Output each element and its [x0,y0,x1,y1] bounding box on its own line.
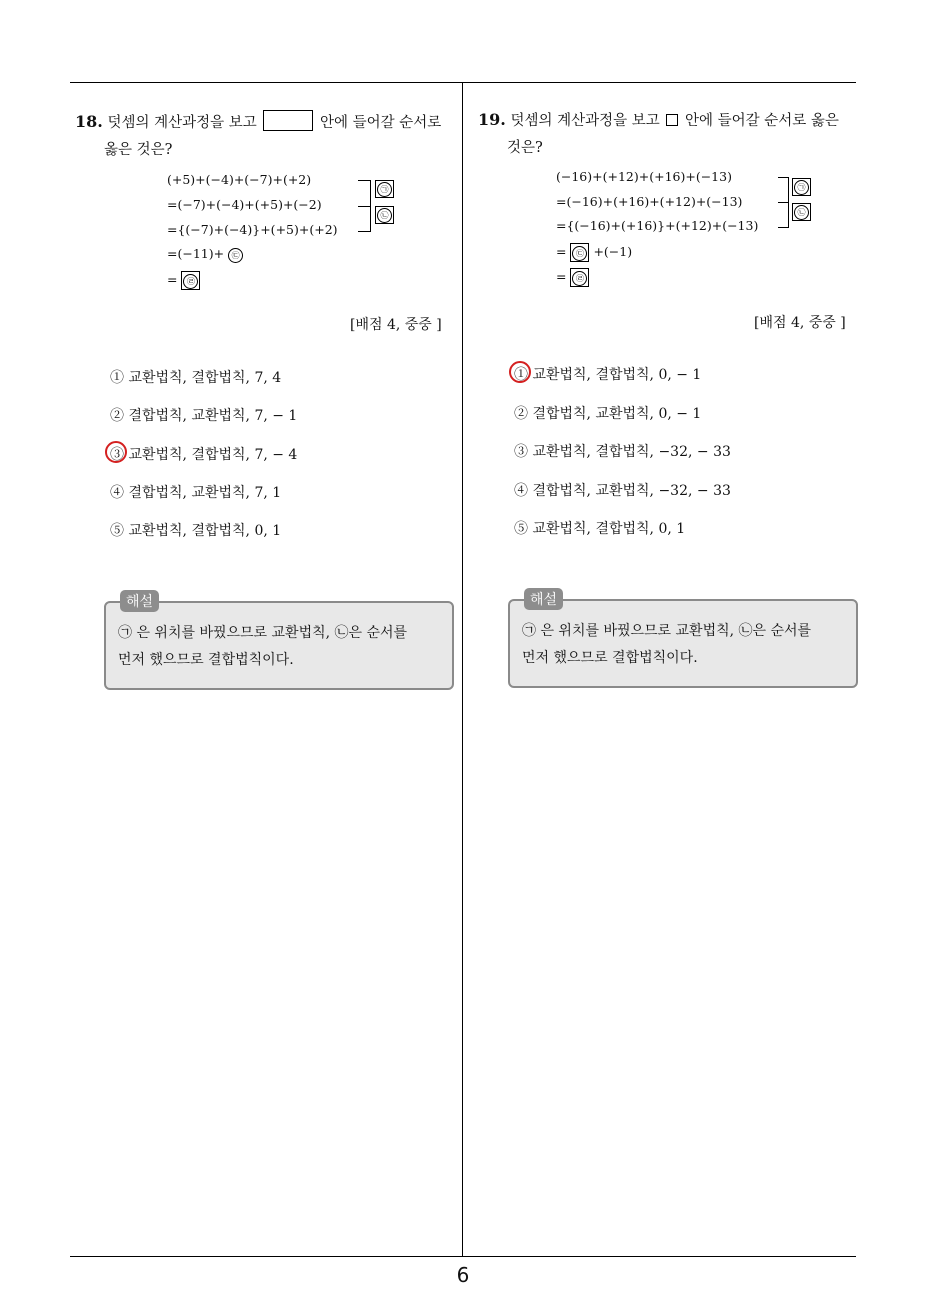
equation-line: ={(−7)+(−4)}+(+5)+(+2) [167,222,338,237]
explanation-box [104,601,454,690]
blank-box [263,110,313,131]
label-c-circle: ㉢ [228,248,243,263]
question-number: 18. [75,112,103,131]
choice-3[interactable]: ③ 교환법칙, 결합법칙, 7, − 4 [110,447,298,463]
choice-5[interactable]: ⑤ 교환법칙, 결합법칙, 0, 1 [110,523,282,539]
explanation-line: ㉠ 은 위치를 바꿨으므로 교환법칙, ㉡은 순서를 [118,625,408,641]
label-d-circle: ㉣ [183,274,198,289]
explanation-box [508,599,858,688]
choice-5[interactable]: ⑤ 교환법칙, 결합법칙, 0, 1 [514,521,686,537]
equation-line: =(−16)+(+16)+(+12)+(−13) [556,194,743,209]
label-a-circle: ㉠ [794,180,809,195]
bracket [358,180,371,207]
explanation-line: 먼저 했으므로 결합법칙이다. [522,650,698,666]
answer-mark-circle [105,441,127,463]
question-number: 19. [478,110,506,129]
label-c-circle: ㉢ [572,246,587,261]
explanation-tag: 해설 [120,590,159,612]
equation-line: = ㉣ [556,268,589,287]
score-label: [배점 4, 중중 ] [350,317,442,333]
stem-part: 덧셈의 계산과정을 보고 [510,113,660,129]
choice-4[interactable]: ④ 결합법칙, 교환법칙, 7, 1 [110,485,282,501]
stem-part: 덧셈의 계산과정을 보고 [107,115,257,131]
explanation-line: ㉠ 은 위치를 바꿨으므로 교환법칙, ㉡은 순서를 [522,623,812,639]
question-stem [478,105,839,136]
page-number: 6 [456,1263,470,1287]
question-stem [75,107,441,138]
top-rule [70,82,856,83]
choice-1[interactable]: ① 교환법칙, 결합법칙, 7, 4 [110,370,282,386]
choice-2[interactable]: ② 결합법칙, 교환법칙, 0, − 1 [514,406,702,422]
equation-line: (+5)+(−4)+(−7)+(+2) [167,172,312,187]
explanation-line: 먼저 했으므로 결합법칙이다. [118,652,294,668]
column-divider [462,82,463,1257]
bracket [778,202,789,228]
choice-4[interactable]: ④ 결합법칙, 교환법칙, −32, − 33 [514,483,731,499]
equation-line: ={(−16)+(+16)}+(+12)+(−13) [556,218,759,233]
equation-line: =(−7)+(−4)+(+5)+(−2) [167,197,322,212]
equation-line: (−16)+(+12)+(+16)+(−13) [556,169,732,184]
bottom-rule [70,1256,856,1257]
score-label: [배점 4, 중중 ] [754,315,846,331]
equation-line: = ㉢ +(−1) [556,243,632,262]
explanation-tag: 해설 [524,588,563,610]
equation-line: = ㉣ [167,271,200,290]
label-b-circle: ㉡ [377,208,392,223]
stem-line-2: 옳은 것은? [104,142,173,158]
label-a-circle: ㉠ [377,182,392,197]
stem-part: 안에 들어갈 순서로 옳은 [684,113,839,129]
stem-line-2: 것은? [507,140,543,156]
bracket [358,206,371,232]
choice-2[interactable]: ② 결합법칙, 교환법칙, 7, − 1 [110,408,298,424]
blank-square [666,114,678,126]
label-b-circle: ㉡ [794,205,809,220]
bracket [778,177,789,203]
equation-line: =(−11)+ ㉢ [167,246,243,263]
choice-3[interactable]: ③ 교환법칙, 결합법칙, −32, − 33 [514,444,731,460]
choice-1[interactable]: ① 교환법칙, 결합법칙, 0, − 1 [514,367,702,383]
stem-part: 안에 들어갈 순서로 [319,115,442,131]
label-d-circle: ㉣ [572,271,587,286]
answer-mark-circle [509,361,531,383]
